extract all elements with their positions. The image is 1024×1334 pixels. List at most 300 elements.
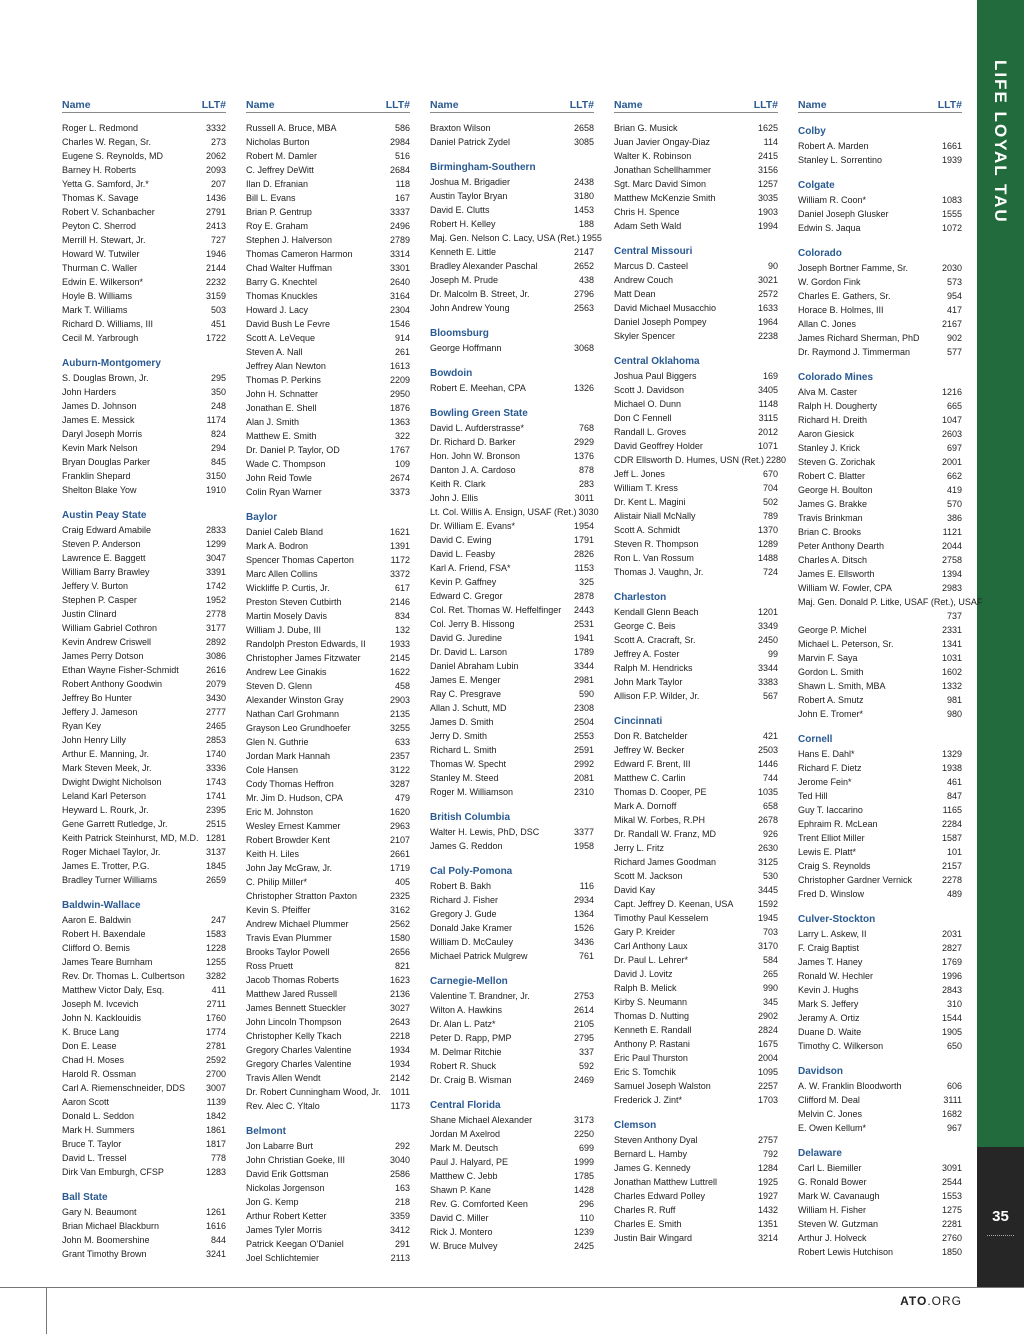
member-name: Aaron E. Baldwin bbox=[62, 915, 132, 925]
member-row bbox=[62, 275, 226, 289]
member-row bbox=[246, 609, 410, 623]
member-llt-number: 1742 bbox=[205, 581, 226, 591]
member-row bbox=[614, 981, 778, 995]
chapter-section bbox=[430, 865, 594, 963]
member-name: Grayson Leo Grundhoefer bbox=[246, 723, 351, 733]
member-row bbox=[246, 1015, 410, 1029]
member-llt-number: 350 bbox=[210, 387, 226, 397]
member-row bbox=[614, 205, 778, 219]
member-name: Robert E. Meehan, CPA bbox=[430, 383, 526, 393]
member-row bbox=[62, 607, 226, 621]
member-row bbox=[798, 651, 962, 665]
column-header bbox=[798, 98, 962, 112]
member-name: James Perry Dotson bbox=[62, 651, 144, 661]
member-row bbox=[246, 861, 410, 875]
member-llt-number: 411 bbox=[211, 985, 226, 995]
member-name: Carl A. Riemenschneider, DDS bbox=[62, 1083, 186, 1093]
member-name: Jonathan Schellhammer bbox=[614, 165, 712, 175]
member-llt-number: 2572 bbox=[757, 289, 778, 299]
member-name: Shelton Blake Yow bbox=[62, 485, 137, 495]
member-row bbox=[430, 477, 594, 491]
member-name: Kevin S. Pfeiffer bbox=[246, 905, 311, 915]
member-name: Ralph M. Hendricks bbox=[614, 663, 693, 673]
member-llt-number: 2674 bbox=[389, 473, 410, 483]
member-row bbox=[798, 455, 962, 469]
member-llt-number: 2658 bbox=[573, 123, 594, 133]
member-llt-number: 2413 bbox=[205, 221, 226, 231]
member-llt-number: 3035 bbox=[757, 193, 778, 203]
member-row bbox=[798, 1121, 962, 1135]
member-row bbox=[798, 1093, 962, 1107]
member-name: Guy T. Iaccarino bbox=[798, 805, 863, 815]
member-row bbox=[246, 163, 410, 177]
member-row bbox=[246, 889, 410, 903]
chapter-section bbox=[798, 1147, 962, 1259]
member-name: Gregory J. Gude bbox=[430, 909, 497, 919]
member-row bbox=[798, 845, 962, 859]
member-name: Marc Allen Collins bbox=[246, 569, 318, 579]
member-llt-number: 2147 bbox=[573, 247, 594, 257]
member-row bbox=[62, 469, 226, 483]
member-llt-number: 3344 bbox=[757, 663, 778, 673]
member-row bbox=[614, 1133, 778, 1147]
member-name: Rev. G. Comforted Keen bbox=[430, 1199, 528, 1209]
member-row bbox=[798, 983, 962, 997]
member-llt-number: 2438 bbox=[573, 177, 594, 187]
member-row bbox=[62, 177, 226, 191]
member-llt-number: 1329 bbox=[941, 749, 962, 759]
member-llt-number: 2591 bbox=[573, 745, 594, 755]
member-llt-number: 1905 bbox=[941, 1027, 962, 1037]
header-rule bbox=[798, 112, 962, 113]
member-llt-number: 3173 bbox=[573, 1115, 594, 1125]
member-name: Matthew E. Smith bbox=[246, 431, 317, 441]
member-row bbox=[798, 469, 962, 483]
member-llt-number: 2781 bbox=[205, 1041, 226, 1051]
member-llt-number: 1910 bbox=[205, 485, 226, 495]
member-name: John Christian Goeke, III bbox=[246, 1155, 346, 1165]
member-row bbox=[798, 261, 962, 275]
member-row bbox=[246, 1139, 410, 1153]
member-name: Col. Jerry B. Hissong bbox=[430, 619, 515, 629]
member-name: Wade C. Thompson bbox=[246, 459, 326, 469]
member-llt-number: 2757 bbox=[757, 1135, 778, 1145]
member-llt-number: 489 bbox=[946, 889, 962, 899]
member-name: Eugene S. Reynolds, MD bbox=[62, 151, 164, 161]
member-row bbox=[798, 153, 962, 167]
member-row bbox=[62, 997, 226, 1011]
member-name: Andrew Michael Plummer bbox=[246, 919, 349, 929]
member-row bbox=[614, 135, 778, 149]
member-row bbox=[430, 1073, 594, 1087]
member-row bbox=[246, 317, 410, 331]
member-row bbox=[798, 623, 962, 637]
member-name: Dr. Richard D. Barker bbox=[430, 437, 516, 447]
member-name: Dr. Robert Cunningham Wood, Jr. bbox=[246, 1087, 381, 1097]
member-llt-number: 2107 bbox=[389, 835, 410, 845]
member-row bbox=[430, 893, 594, 907]
member-llt-number: 2656 bbox=[389, 947, 410, 957]
chapter-heading: Carnegie-Mellon bbox=[430, 976, 508, 987]
member-name: Capt. Jeffrey D. Keenan, USA bbox=[614, 899, 734, 909]
member-name: Lewis E. Platt* bbox=[798, 847, 857, 857]
member-row bbox=[62, 719, 226, 733]
member-name: Thomas K. Savage bbox=[62, 193, 139, 203]
member-name: Jonathan E. Shell bbox=[246, 403, 317, 413]
member-row bbox=[798, 789, 962, 803]
member-llt-number: 2902 bbox=[757, 1011, 778, 1021]
chapter-heading: Colorado bbox=[798, 248, 842, 259]
chapter-heading: Colby bbox=[798, 126, 826, 137]
member-row bbox=[798, 525, 962, 539]
member-row bbox=[246, 1057, 410, 1071]
member-row bbox=[798, 1231, 962, 1245]
member-llt-number: 792 bbox=[762, 1149, 778, 1159]
member-llt-number: 1555 bbox=[941, 209, 962, 219]
member-llt-number: 2833 bbox=[205, 525, 226, 535]
member-llt-number: 3011 bbox=[574, 493, 594, 503]
member-row bbox=[246, 261, 410, 275]
member-row bbox=[246, 1223, 410, 1237]
member-llt-number: 2562 bbox=[389, 919, 410, 929]
member-llt-number: 3068 bbox=[573, 343, 594, 353]
member-name: Larry L. Askew, II bbox=[798, 929, 867, 939]
member-row bbox=[62, 303, 226, 317]
member-llt-number: 981 bbox=[946, 695, 962, 705]
member-row bbox=[798, 831, 962, 845]
chapter-section bbox=[430, 811, 594, 853]
member-llt-number: 2652 bbox=[573, 261, 594, 271]
member-llt-number: 1546 bbox=[389, 319, 410, 329]
chapter-heading: Baldwin-Wallace bbox=[62, 900, 141, 911]
member-row bbox=[430, 645, 594, 659]
member-row bbox=[62, 1011, 226, 1025]
member-name: Jeffrey Alan Newton bbox=[246, 361, 326, 371]
member-llt-number: 744 bbox=[762, 773, 778, 783]
member-llt-number: 590 bbox=[578, 689, 594, 699]
member-row bbox=[430, 463, 594, 477]
member-row bbox=[62, 873, 226, 887]
site-url[interactable] bbox=[900, 1294, 962, 1308]
member-name: Skyler Spencer bbox=[614, 331, 676, 341]
member-llt-number: 3030 bbox=[578, 507, 599, 517]
member-llt-number: 926 bbox=[762, 829, 778, 839]
member-row bbox=[62, 1109, 226, 1123]
member-llt-number: 699 bbox=[578, 1143, 594, 1153]
member-llt-number: 2789 bbox=[389, 235, 410, 245]
member-llt-number: 1363 bbox=[389, 417, 410, 427]
member-name: Gregory Charles Valentine bbox=[246, 1045, 352, 1055]
member-name: Randolph Preston Edwards, II bbox=[246, 639, 366, 649]
member-llt-number: 658 bbox=[762, 801, 778, 811]
member-llt-number: 1072 bbox=[941, 223, 962, 233]
member-name: Juan Javier Ongay-Diaz bbox=[614, 137, 711, 147]
member-llt-number: 3125 bbox=[757, 857, 778, 867]
member-name: Jordan M Axelrod bbox=[430, 1129, 501, 1139]
member-llt-number: 2963 bbox=[389, 821, 410, 831]
member-llt-number: 1453 bbox=[573, 205, 594, 215]
roster-column bbox=[62, 98, 226, 1261]
member-name: Daniel Caleb Bland bbox=[246, 527, 324, 537]
member-name: Thomas P. Perkins bbox=[246, 375, 321, 385]
member-name: Edwin S. Jaqua bbox=[798, 223, 861, 233]
member-llt-number: 2640 bbox=[389, 277, 410, 287]
member-name: Col. Ret. Thomas W. Heffelfinger bbox=[430, 605, 562, 615]
member-llt-number: 2711 bbox=[206, 999, 226, 1009]
member-row bbox=[614, 259, 778, 273]
member-row bbox=[798, 887, 962, 901]
member-row bbox=[430, 589, 594, 603]
member-row bbox=[246, 331, 410, 345]
member-name: Wickliffe P. Curtis, Jr. bbox=[246, 583, 330, 593]
member-name: Lt. Col. Willis A. Ensign, USAF (Ret.) bbox=[430, 507, 577, 517]
member-llt-number: 283 bbox=[578, 479, 594, 489]
member-llt-number: 3241 bbox=[205, 1249, 226, 1259]
member-row bbox=[62, 677, 226, 691]
member-llt-number: 1675 bbox=[757, 1039, 778, 1049]
member-llt-number: 617 bbox=[394, 583, 410, 593]
member-row bbox=[614, 565, 778, 579]
member-row bbox=[798, 581, 962, 595]
member-name: W. Bruce Mulvey bbox=[430, 1241, 498, 1251]
member-name: Jon Labarre Burt bbox=[246, 1141, 314, 1151]
member-name: C. Jeffrey DeWitt bbox=[246, 165, 314, 175]
member-name: James T. Haney bbox=[798, 957, 863, 967]
chapter-section bbox=[430, 975, 594, 1087]
member-row bbox=[246, 847, 410, 861]
page-number-rule bbox=[987, 1235, 1014, 1236]
member-name: Thomas D. Cooper, PE bbox=[614, 787, 707, 797]
member-row bbox=[798, 207, 962, 221]
member-llt-number: 1172 bbox=[390, 555, 410, 565]
member-row bbox=[430, 189, 594, 203]
member-name: Travis Brinkman bbox=[798, 513, 863, 523]
member-name: Walter K. Robinson bbox=[614, 151, 692, 161]
member-name: Lawrence E. Baggett bbox=[62, 553, 146, 563]
member-name: George P. Michel bbox=[798, 625, 867, 635]
member-name: Eric M. Johnston bbox=[246, 807, 314, 817]
member-llt-number: 1341 bbox=[941, 639, 962, 649]
member-name: Rick J. Montero bbox=[430, 1227, 493, 1237]
member-row bbox=[614, 1217, 778, 1231]
member-row bbox=[246, 623, 410, 637]
member-llt-number: 3170 bbox=[757, 941, 778, 951]
member-name: Travis Evan Plummer bbox=[246, 933, 332, 943]
member-row bbox=[246, 567, 410, 581]
member-row bbox=[430, 259, 594, 273]
member-name: Grant Timothy Brown bbox=[62, 1249, 147, 1259]
member-name: Timothy C. Wilkerson bbox=[798, 1041, 884, 1051]
chapter-section bbox=[430, 327, 594, 355]
member-name: Cecil M. Yarbrough bbox=[62, 333, 139, 343]
member-row bbox=[62, 761, 226, 775]
header-number-label: LLT# bbox=[385, 99, 410, 111]
member-name: Maj. Gen. Donald P. Litke, USAF (Ret.), USAF bbox=[798, 597, 983, 607]
member-llt-number: 1941 bbox=[573, 633, 594, 643]
member-llt-number: 3021 bbox=[757, 275, 778, 285]
member-llt-number: 1719 bbox=[389, 863, 410, 873]
member-row bbox=[246, 373, 410, 387]
member-llt-number: 1625 bbox=[757, 123, 778, 133]
member-llt-number: 3359 bbox=[389, 1211, 410, 1221]
member-row bbox=[246, 973, 410, 987]
member-row bbox=[614, 827, 778, 841]
member-row bbox=[62, 385, 226, 399]
member-name: Anthony P. Rastani bbox=[614, 1039, 690, 1049]
member-llt-number: 704 bbox=[762, 483, 778, 493]
member-row bbox=[430, 1197, 594, 1211]
member-llt-number: 2425 bbox=[573, 1241, 594, 1251]
member-row bbox=[430, 701, 594, 715]
member-row bbox=[62, 219, 226, 233]
member-row bbox=[614, 537, 778, 551]
member-llt-number: 1121 bbox=[942, 527, 962, 537]
member-llt-number: 2079 bbox=[205, 679, 226, 689]
member-llt-number: 1845 bbox=[205, 861, 226, 871]
member-name: Mark A. Bodron bbox=[246, 541, 309, 551]
chapter-section bbox=[430, 1099, 594, 1253]
member-row bbox=[62, 565, 226, 579]
member-name: Sgt. Marc David Simon bbox=[614, 179, 707, 189]
member-name: Daniel Patrick Zydel bbox=[430, 137, 511, 147]
member-row bbox=[430, 1059, 594, 1073]
member-row bbox=[62, 691, 226, 705]
member-llt-number: 2544 bbox=[941, 1177, 962, 1187]
member-row bbox=[246, 987, 410, 1001]
member-name: William T. Kress bbox=[614, 483, 678, 493]
member-name: Joseph M. Prude bbox=[430, 275, 499, 285]
chapter-heading: Ball State bbox=[62, 1192, 108, 1203]
member-llt-number: 1281 bbox=[205, 833, 226, 843]
member-name: William W. Fowler, CPA bbox=[798, 583, 892, 593]
member-row bbox=[430, 1183, 594, 1197]
chapter-heading: Cornell bbox=[798, 734, 833, 745]
member-name: Steven P. Anderson bbox=[62, 539, 141, 549]
member-llt-number: 3391 bbox=[205, 567, 226, 577]
member-row bbox=[614, 785, 778, 799]
member-row bbox=[798, 595, 983, 609]
chapter-section bbox=[614, 715, 778, 1107]
member-row bbox=[614, 467, 778, 481]
member-name: Alexander Winston Gray bbox=[246, 695, 344, 705]
member-row bbox=[798, 385, 962, 399]
member-name: David Bush Le Fevre bbox=[246, 319, 331, 329]
member-llt-number: 188 bbox=[578, 219, 594, 229]
member-row bbox=[798, 317, 962, 331]
member-name: James E. Messick bbox=[62, 415, 135, 425]
column-header bbox=[62, 98, 226, 112]
member-row bbox=[614, 813, 778, 827]
member-row bbox=[614, 1161, 778, 1175]
member-row bbox=[62, 831, 226, 845]
member-row bbox=[62, 1219, 226, 1233]
member-row bbox=[62, 163, 226, 177]
member-name: M. Delmar Ritchie bbox=[430, 1047, 502, 1057]
member-llt-number: 417 bbox=[946, 305, 962, 315]
member-llt-number: 1661 bbox=[941, 141, 962, 151]
member-row bbox=[246, 735, 410, 749]
member-name: Brian G. Musick bbox=[614, 123, 678, 133]
member-name: David G. Juredine bbox=[430, 633, 503, 643]
member-llt-number: 2135 bbox=[389, 709, 410, 719]
member-name: Robert Lewis Hutchison bbox=[798, 1247, 894, 1257]
member-name: Jeffrey Bo Hunter bbox=[62, 693, 132, 703]
member-name: James Bennett Stueckler bbox=[246, 1003, 347, 1013]
member-row bbox=[614, 1175, 778, 1189]
member-row bbox=[246, 1001, 410, 1015]
member-llt-number: 451 bbox=[210, 319, 226, 329]
member-name: David Kay bbox=[614, 885, 656, 895]
member-llt-number: 1376 bbox=[573, 451, 594, 461]
chapter-heading: Clemson bbox=[614, 1120, 657, 1131]
member-row bbox=[246, 471, 410, 485]
member-llt-number: 1633 bbox=[757, 303, 778, 313]
member-row bbox=[614, 771, 778, 785]
member-llt-number: 2796 bbox=[573, 289, 594, 299]
member-row bbox=[62, 1053, 226, 1067]
member-name: Steven G. Zorichak bbox=[798, 457, 876, 467]
chapter-heading: Culver-Stockton bbox=[798, 914, 876, 925]
member-row bbox=[246, 289, 410, 303]
member-row bbox=[430, 659, 594, 673]
member-row bbox=[798, 775, 962, 789]
member-llt-number: 2753 bbox=[573, 991, 594, 1001]
member-name: John Jay McGraw, Jr. bbox=[246, 863, 333, 873]
member-llt-number: 1153 bbox=[574, 563, 594, 573]
member-row bbox=[62, 1165, 226, 1179]
member-llt-number: 990 bbox=[762, 983, 778, 993]
member-row bbox=[430, 135, 594, 149]
member-llt-number: 1621 bbox=[389, 527, 410, 537]
member-name: Frederick J. Zint* bbox=[614, 1095, 683, 1105]
member-llt-number: 3430 bbox=[205, 693, 226, 703]
member-llt-number: 1428 bbox=[573, 1185, 594, 1195]
member-row bbox=[798, 761, 962, 775]
member-row bbox=[430, 575, 594, 589]
member-llt-number: 291 bbox=[394, 1239, 410, 1249]
member-name: Steven R. Thompson bbox=[614, 539, 699, 549]
member-row bbox=[62, 523, 226, 537]
member-llt-number: 2325 bbox=[389, 891, 410, 901]
member-name: Mark T. Williams bbox=[62, 305, 128, 315]
member-llt-number: 1994 bbox=[757, 221, 778, 231]
member-row bbox=[62, 593, 226, 607]
chapter-heading: Central Oklahoma bbox=[614, 356, 700, 367]
member-name: Brooks Taylor Powell bbox=[246, 947, 330, 957]
member-row bbox=[798, 1079, 962, 1093]
member-name: John N. Kacklouidis bbox=[62, 1013, 142, 1023]
member-name: Nathan Carl Grohmann bbox=[246, 709, 340, 719]
member-row bbox=[798, 221, 962, 235]
member-llt-number: 1139 bbox=[206, 1097, 226, 1107]
member-row bbox=[62, 455, 226, 469]
member-llt-number: 2661 bbox=[389, 849, 410, 859]
member-row bbox=[62, 733, 226, 747]
member-name: Robert M. Damler bbox=[246, 151, 318, 161]
member-name: Timothy Paul Kesselem bbox=[614, 913, 709, 923]
member-name: Mark W. Cavanaugh bbox=[798, 1191, 880, 1201]
member-row bbox=[430, 435, 594, 449]
site-url-bold: ATO bbox=[900, 1294, 928, 1308]
member-row bbox=[430, 687, 594, 701]
member-llt-number: 584 bbox=[762, 955, 778, 965]
member-row bbox=[62, 1081, 226, 1095]
member-name: Barry G. Knechtel bbox=[246, 277, 318, 287]
member-name: Matthew McKenzie Smith bbox=[614, 193, 716, 203]
member-row bbox=[614, 1065, 778, 1079]
member-llt-number: 3115 bbox=[758, 413, 778, 423]
member-row bbox=[430, 1211, 594, 1225]
